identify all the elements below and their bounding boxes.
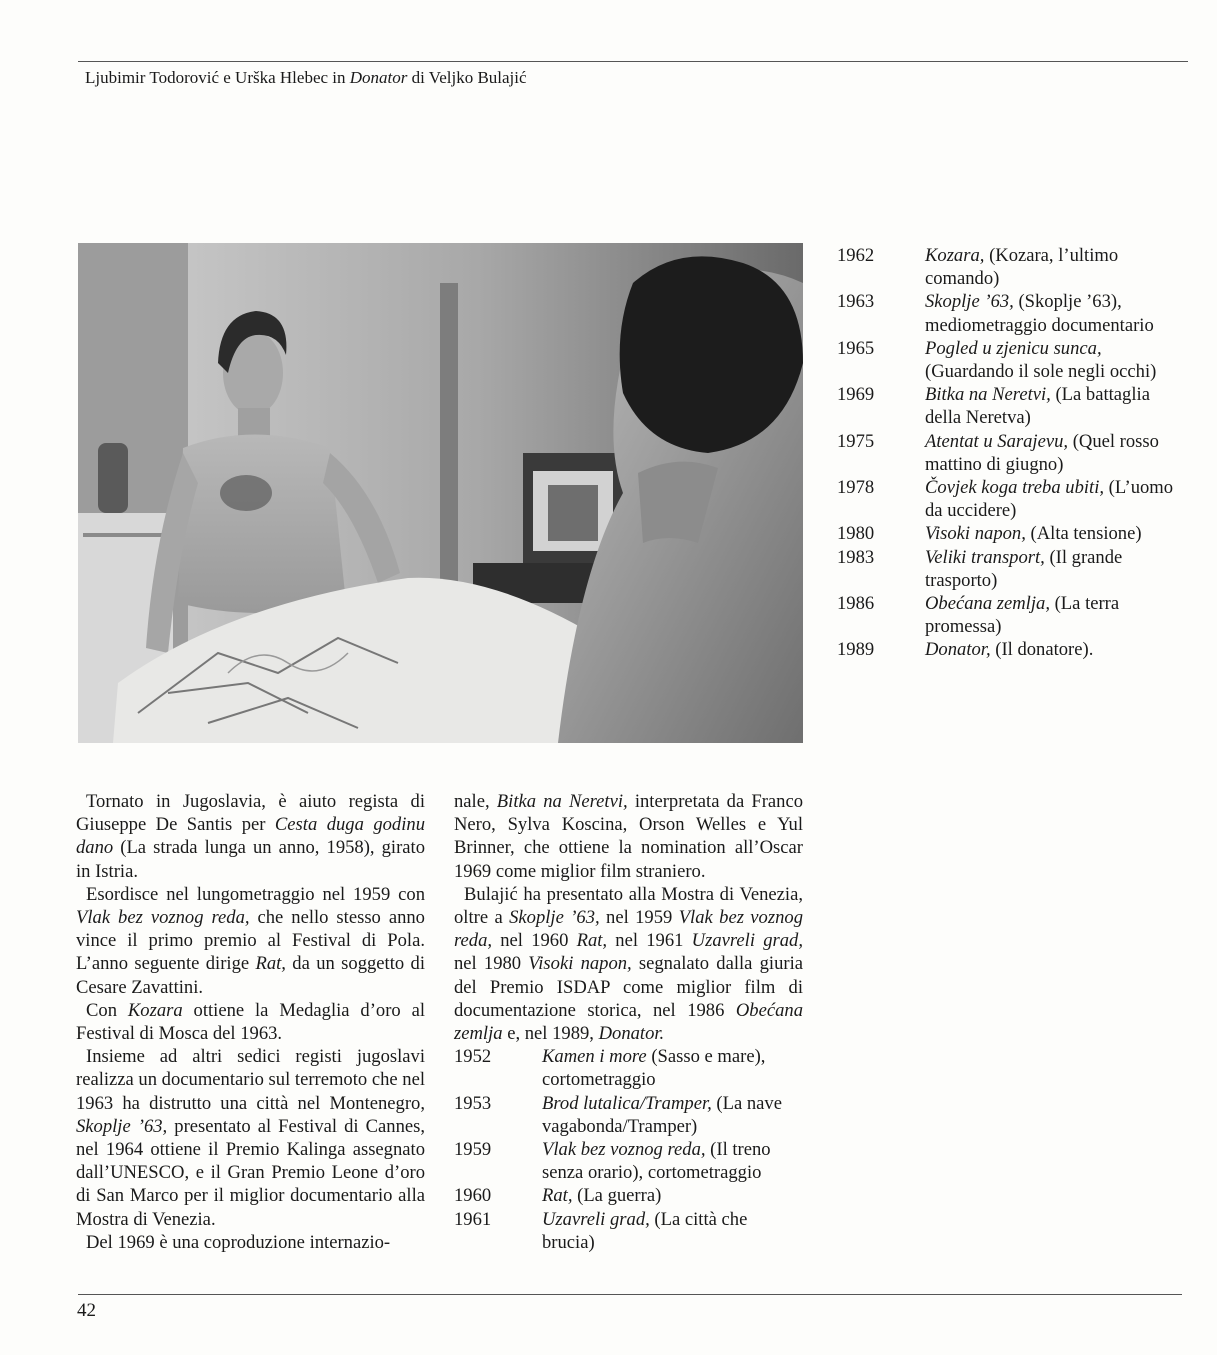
- film-entry-text: [925, 244, 1189, 290]
- film-translation: (La guerra): [572, 1185, 662, 1207]
- filmography-entry: [454, 1184, 803, 1207]
- text: interpretata da Franco Nero, Sylva Koscina, Orson Welles e Yul Brinner, che ottiene la nomination all’Oscar 1969 come miglior film straniero.: [454, 791, 803, 882]
- text: (La strada lunga un anno, 1958), girato in Istria.: [76, 837, 425, 882]
- film-title: Brod lutalica/Tramper,: [542, 1092, 712, 1114]
- film-year: 1975: [837, 430, 875, 452]
- film-title: Kamen i more: [542, 1046, 647, 1068]
- film-title: Skoplje ’63,: [76, 1115, 168, 1137]
- film-entry-text: [542, 1138, 803, 1184]
- film-year: 1983: [837, 546, 875, 568]
- caption-text: Ljubimir Todorović e Urška Hlebec in: [85, 68, 350, 87]
- film-entry-text: [925, 337, 1189, 383]
- film-translation: (Il donatore).: [990, 639, 1094, 661]
- film-year: 1952: [454, 1046, 492, 1068]
- film-year: 1978: [837, 477, 875, 499]
- film-translation: (Alta tensione): [1025, 523, 1142, 545]
- film-title: Kozara,: [925, 245, 985, 266]
- film-title: Donator.: [598, 1023, 665, 1045]
- film-still-photo: [78, 243, 803, 743]
- text: presentato al Festival di Cannes, nel 1964 ottiene il Premio Kalinga assegnato dall’UNESCO, e il Gran Premio Leone d’oro di San Marco per il miglior documentario alla Mostra di Venezia.: [76, 1115, 426, 1230]
- film-entry-text: [925, 546, 1189, 592]
- film-title: Visoki napon,: [528, 953, 632, 975]
- film-entry-text: [925, 638, 1189, 661]
- film-entry-text: [925, 383, 1189, 429]
- photo-caption: [85, 68, 527, 88]
- film-year: 1989: [837, 639, 875, 661]
- filmography-entry: [454, 1138, 803, 1184]
- film-title: Obećana zemlja,: [925, 593, 1050, 615]
- film-entry-text: [925, 476, 1189, 522]
- text: nale,: [454, 791, 497, 812]
- film-year: 1965: [837, 337, 875, 359]
- film-translation: (La nave vagabonda/Tramper): [542, 1092, 782, 1137]
- filmography-list-right: [837, 244, 1189, 662]
- text: Del 1969 è una coproduzione internazio-: [86, 1231, 391, 1253]
- caption-text-director: di Veljko Bulajić: [407, 68, 527, 87]
- film-translation: (La battaglia della Neretva): [925, 384, 1150, 429]
- film-title: Uzavreli grad,: [691, 930, 803, 952]
- text: da un soggetto di Cesare Zavattini.: [76, 953, 425, 998]
- film-title: Vlak bez voznog reda,: [542, 1139, 706, 1161]
- filmography-entry: [837, 638, 1189, 661]
- text: segnalato dalla giuria del Premio ISDAP come miglior film di documentazione storica, nel 1986: [454, 953, 803, 1021]
- film-title: Veliki transport,: [925, 546, 1045, 568]
- filmography-entry: [837, 546, 1189, 592]
- film-title: Pogled u zjenicu sunca,: [925, 337, 1102, 359]
- film-title: Atentat u Sarajevu,: [925, 430, 1069, 452]
- text: ottiene la Medaglia d’oro al Festival di Mosca del 1963.: [76, 999, 425, 1045]
- text-column-left: [76, 790, 425, 1254]
- header-rule: [78, 61, 1188, 62]
- film-year: 1962: [837, 245, 875, 266]
- film-translation: (La terra promessa): [925, 593, 1120, 638]
- film-title: Vlak bez voznog reda,: [454, 907, 803, 952]
- film-entry-text: [542, 1092, 803, 1138]
- filmography-entry: [837, 383, 1189, 429]
- film-year: 1986: [837, 593, 875, 615]
- filmography-entry: [454, 1208, 803, 1254]
- film-entry-text: [925, 290, 1189, 336]
- filmography-entry: [837, 430, 1189, 476]
- filmography-entry: [454, 1045, 803, 1091]
- film-entry-text: [925, 592, 1189, 638]
- film-title: Uzavreli grad,: [542, 1208, 650, 1230]
- film-title: Rat,: [576, 930, 608, 952]
- text: nel 1960: [492, 930, 577, 952]
- paragraph: [76, 1045, 425, 1231]
- film-translation: (Sasso e mare), cortometraggio: [542, 1046, 766, 1091]
- text: Tornato in Jugoslavia, è aiuto regista di Giuseppe De Santis per: [76, 791, 425, 836]
- paragraph: [454, 790, 803, 883]
- film-title: Cesta duga godinu dano: [76, 814, 425, 859]
- paragraph: [76, 790, 425, 883]
- film-year: 1960: [454, 1185, 492, 1207]
- text: nel 1961: [607, 930, 692, 952]
- text: Bulajić ha presentato alla Mostra di Venezia, oltre a: [454, 883, 803, 929]
- film-year: 1963: [837, 291, 875, 313]
- paragraph: [76, 999, 425, 1045]
- filmography-entry: [454, 1092, 803, 1138]
- text: Insieme ad altri sedici registi jugoslavi realizza un documentario sul terremoto che nel 1963 ha distrutto una città nel Montenegro,: [76, 1046, 425, 1114]
- film-translation: (Quel rosso mattino di giugno): [925, 430, 1159, 475]
- filmography-entry: [837, 592, 1189, 638]
- text: che nello stesso anno vince il primo premio al Festival di Pola. L’anno seguente dirige: [76, 907, 425, 975]
- film-year: 1959: [454, 1139, 492, 1161]
- text: nel 1959: [599, 907, 679, 929]
- filmography-entry: [837, 244, 1189, 290]
- film-title: Čovjek koga treba ubiti,: [925, 477, 1105, 499]
- filmography-entry: [837, 290, 1189, 336]
- film-title: Donator,: [925, 639, 991, 661]
- film-translation: (Kozara, l’ultimo comando): [925, 245, 1119, 290]
- filmography-list-middle: [454, 1045, 803, 1254]
- film-title: Visoki napon,: [925, 523, 1026, 545]
- film-title: Obećana zemlja: [454, 999, 803, 1045]
- paragraph: [76, 883, 425, 999]
- caption-film-title: Donator: [349, 68, 408, 87]
- film-year: 1980: [837, 523, 875, 545]
- filmography-entry: [837, 476, 1189, 522]
- filmography-entry: [837, 337, 1189, 383]
- film-title: Vlak bez voznog reda,: [76, 907, 250, 929]
- film-title: Kozara: [127, 999, 183, 1021]
- film-entry-text: [542, 1045, 803, 1091]
- text: Con: [86, 999, 128, 1021]
- film-translation: (La città che brucia): [542, 1208, 748, 1253]
- film-translation: (Skoplje ’63), mediometraggio documentario: [925, 291, 1154, 336]
- paragraph: [76, 1231, 425, 1254]
- text-column-middle: [454, 790, 803, 1254]
- text: nel 1980: [454, 953, 529, 975]
- page-number: 42: [77, 1300, 96, 1321]
- film-title: Bitka na Neretvi,: [925, 384, 1051, 406]
- film-translation: (Il grande trasporto): [925, 546, 1123, 591]
- film-entry-text: [925, 522, 1189, 545]
- film-year: 1953: [454, 1092, 492, 1114]
- text: e, nel 1989,: [502, 1023, 599, 1045]
- film-entry-text: [925, 430, 1189, 476]
- film-translation: (L’uomo da uccidere): [925, 477, 1174, 522]
- film-title: Skoplje ’63,: [509, 907, 600, 929]
- film-year: 1969: [837, 384, 875, 406]
- paragraph: [454, 883, 803, 1045]
- film-translation: (Il treno senza orario), cortometraggio: [542, 1139, 771, 1184]
- film-title: Rat,: [542, 1185, 573, 1207]
- film-entry-text: [542, 1208, 803, 1254]
- filmography-entry: [837, 522, 1189, 545]
- film-title: Skoplje ’63,: [925, 291, 1014, 313]
- footer-rule: [78, 1294, 1182, 1295]
- film-year: 1961: [454, 1208, 492, 1230]
- film-entry-text: [542, 1184, 803, 1207]
- film-title: Bitka na Neretvi,: [496, 791, 628, 812]
- film-title: Rat,: [255, 953, 286, 975]
- text: Esordisce nel lungometraggio nel 1959 con: [86, 883, 425, 905]
- film-translation: (Guardando il sole negli occhi): [925, 361, 1157, 383]
